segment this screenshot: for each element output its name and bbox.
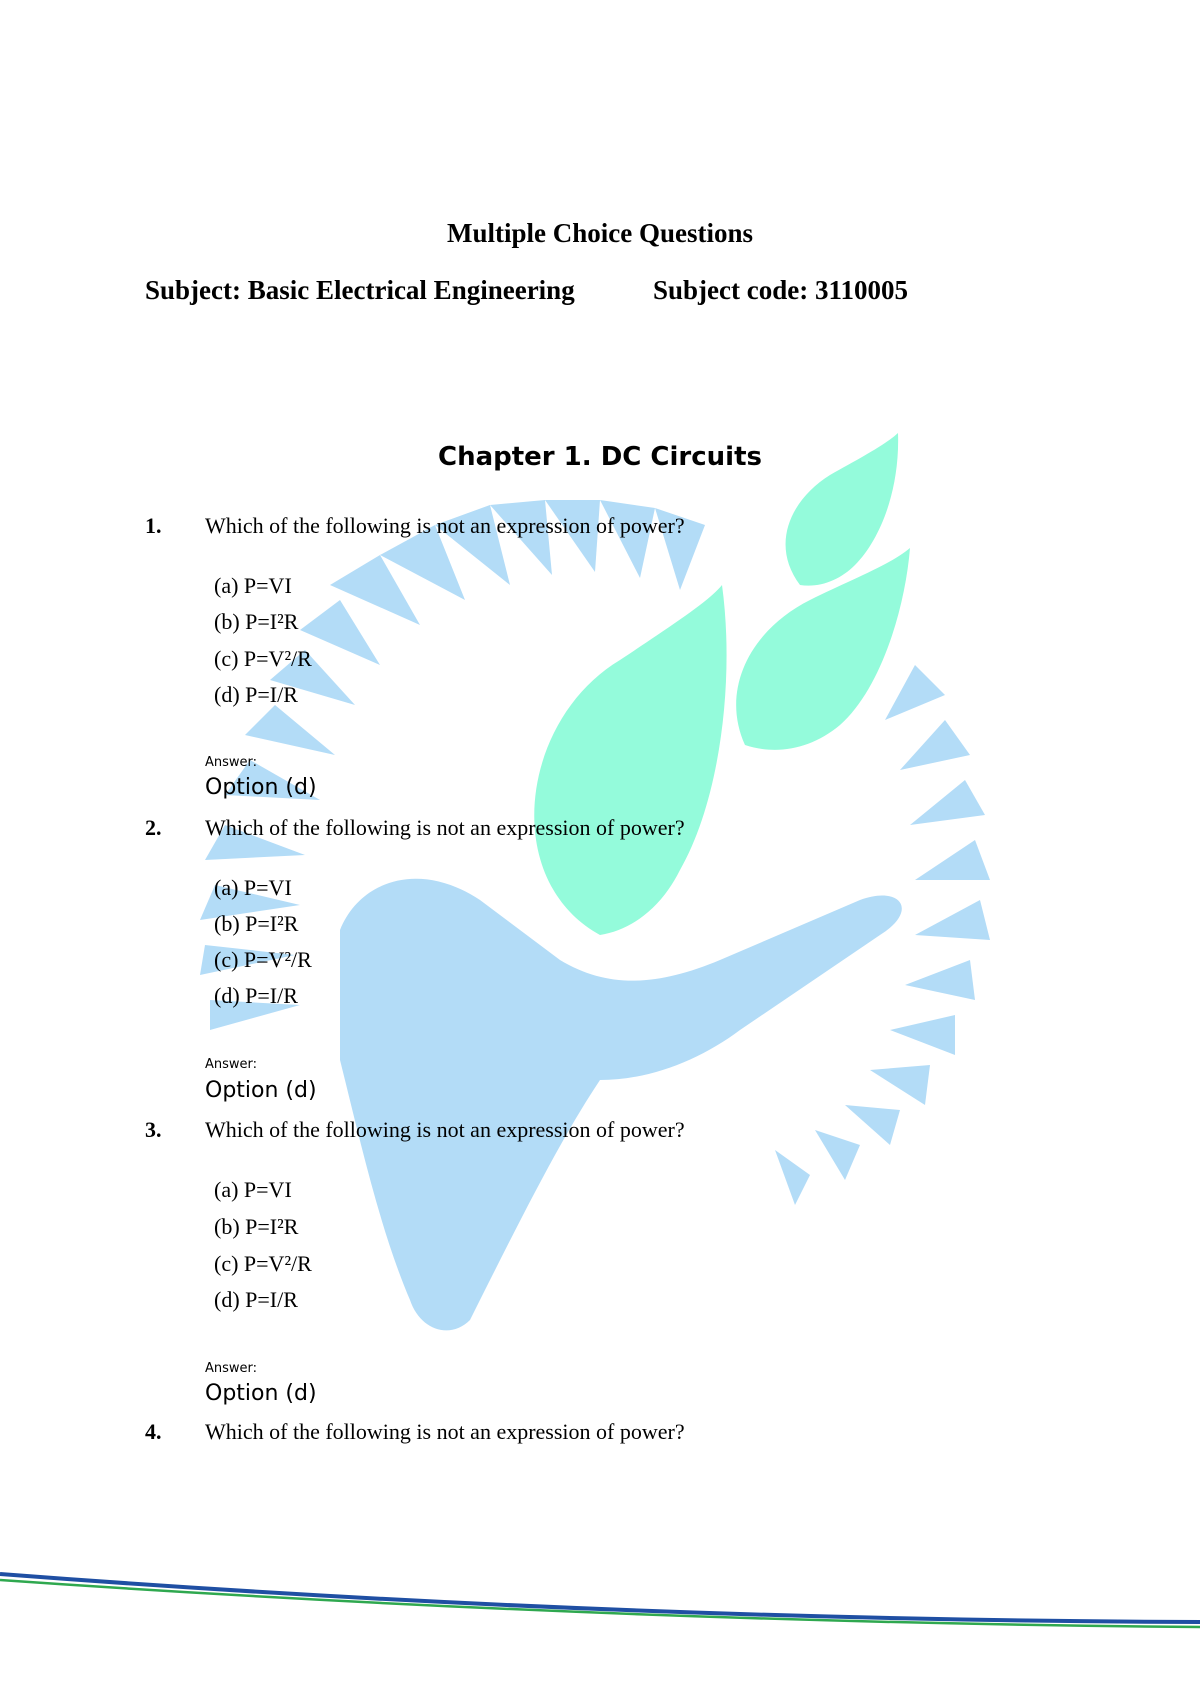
question-text: Which of the following is not an expression of power? xyxy=(205,513,685,538)
option-d: (d) P=I/R xyxy=(214,983,298,1008)
question-text: Which of the following is not an expression of power? xyxy=(205,815,685,840)
option-c: (c) P=V²/R xyxy=(214,646,312,671)
answer-label: Answer: xyxy=(205,755,258,770)
watermark-leaf-large xyxy=(534,585,726,935)
question-number: 2. xyxy=(145,815,162,840)
question-number: 4. xyxy=(145,1419,162,1444)
answer-value: Option (d) xyxy=(205,775,317,800)
answer-value: Option (d) xyxy=(205,1381,317,1406)
question-text: Which of the following is not an expression of power? xyxy=(205,1419,685,1444)
option-b: (b) P=I²R xyxy=(214,609,299,634)
subject-name: Subject: Basic Electrical Engineering xyxy=(145,275,575,305)
footer-divider xyxy=(0,1560,1200,1640)
watermark-hand xyxy=(340,879,902,1331)
option-b: (b) P=I²R xyxy=(214,1214,299,1239)
chapter-heading: Chapter 1. DC Circuits xyxy=(438,442,762,472)
option-d: (d) P=I/R xyxy=(214,1287,298,1312)
answer-value: Option (d) xyxy=(205,1078,317,1103)
option-a: (a) P=VI xyxy=(214,875,292,900)
option-a: (a) P=VI xyxy=(214,1177,292,1202)
option-a: (a) P=VI xyxy=(214,573,292,598)
question-text: Which of the following is not an expression of power? xyxy=(205,1117,685,1142)
subject-line xyxy=(145,275,1145,306)
option-c: (c) P=V²/R xyxy=(214,1251,312,1276)
footer-line-blue xyxy=(0,1574,1200,1622)
answer-label: Answer: xyxy=(205,1361,258,1376)
option-d: (d) P=I/R xyxy=(214,682,298,707)
answer-label: Answer: xyxy=(205,1057,258,1072)
document-title: Multiple Choice Questions xyxy=(446,218,753,248)
question-number: 3. xyxy=(145,1117,162,1142)
question-number: 1. xyxy=(145,513,162,538)
option-c: (c) P=V²/R xyxy=(214,947,312,972)
option-b: (b) P=I²R xyxy=(214,911,299,936)
subject-code: Subject code: 3110005 xyxy=(653,275,908,305)
